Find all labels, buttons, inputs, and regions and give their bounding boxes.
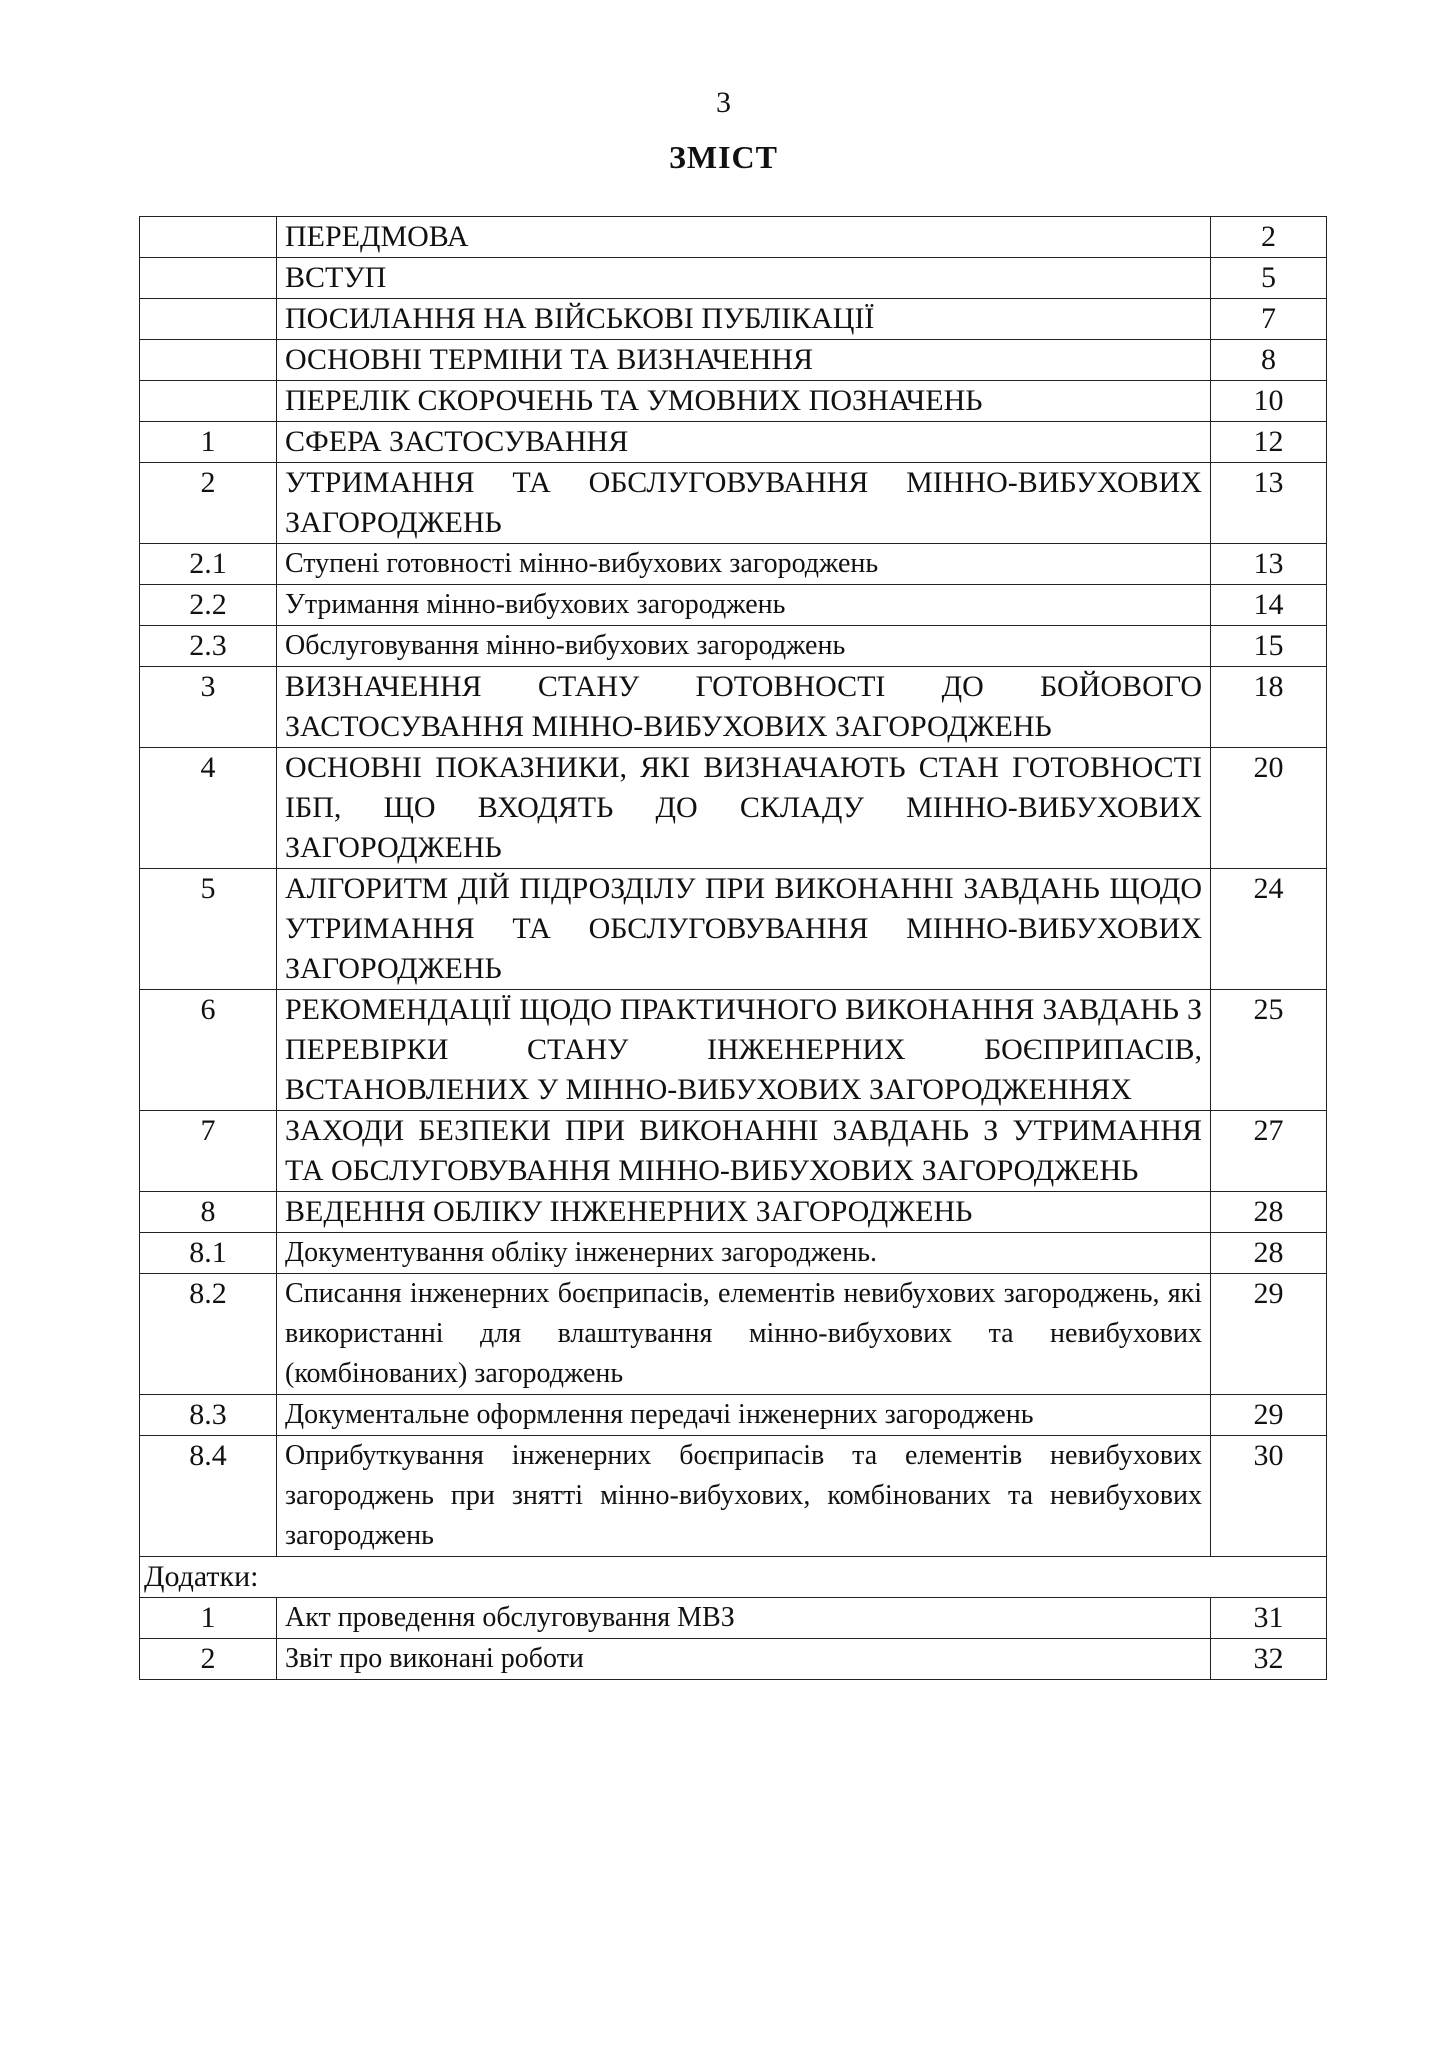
toc-row [140, 340, 1327, 381]
toc-section-title[interactable]: ПЕРЕДМОВА [277, 217, 1211, 258]
toc-page-number: 25 [1211, 990, 1327, 1111]
toc-page-number: 20 [1211, 748, 1327, 869]
toc-section-number [140, 340, 277, 381]
toc-row [140, 667, 1327, 748]
toc-row [140, 422, 1327, 463]
toc-page-number: 18 [1211, 667, 1327, 748]
toc-section-number: 7 [140, 1111, 277, 1192]
toc-row [140, 990, 1327, 1111]
toc-section-title[interactable]: АЛГОРИТМ ДІЙ ПІДРОЗДІЛУ ПРИ ВИКОНАННІ ЗАВДАНЬ ЩОДО УТРИМАННЯ ТА ОБСЛУГОВУВАННЯ МІННО-ВИБУХОВИХ ЗАГОРОДЖЕНЬ [277, 869, 1211, 990]
toc-section-title[interactable]: ОСНОВНІ ПОКАЗНИКИ, ЯКІ ВИЗНАЧАЮТЬ СТАН ГОТОВНОСТІ ІБП, ЩО ВХОДЯТЬ ДО СКЛАДУ МІННО-ВИБУХОВИХ ЗАГОРОДЖЕНЬ [277, 748, 1211, 869]
toc-title: ЗМІСТ [669, 139, 778, 175]
toc-row [140, 258, 1327, 299]
toc-section-title[interactable]: Обслуговування мінно-вибухових загороджень [277, 626, 1211, 667]
appendix-number: 1 [140, 1598, 277, 1639]
toc-section-number: 2.2 [140, 585, 277, 626]
toc-row [140, 1274, 1327, 1395]
toc-section-title[interactable]: Списання інженерних боєприпасів, елементів невибухових загороджень, які використанні для влаштування мінно-вибухових та невибухових (комбінованих) загороджень [277, 1274, 1211, 1395]
toc-table [139, 216, 1327, 1680]
toc-section-title[interactable]: Документування обліку інженерних загороджень. [277, 1233, 1211, 1274]
toc-row [140, 1395, 1327, 1436]
toc-page-number: 24 [1211, 869, 1327, 990]
toc-section-title[interactable]: ОСНОВНІ ТЕРМІНИ ТА ВИЗНАЧЕННЯ [277, 340, 1211, 381]
toc-row [140, 626, 1327, 667]
toc-section-number: 8.4 [140, 1436, 277, 1557]
toc-section-number: 4 [140, 748, 277, 869]
toc-page-number: 13 [1211, 544, 1327, 585]
toc-section-number: 2.3 [140, 626, 277, 667]
toc-page-number: 14 [1211, 585, 1327, 626]
toc-section-number: 6 [140, 990, 277, 1111]
toc-section-number: 8.1 [140, 1233, 277, 1274]
page-number: 3 [716, 86, 731, 119]
toc-section-number: 2.1 [140, 544, 277, 585]
toc-section-number: 8.2 [140, 1274, 277, 1395]
toc-section-title[interactable]: Утримання мінно-вибухових загороджень [277, 585, 1211, 626]
toc-section-number [140, 381, 277, 422]
toc-row [140, 544, 1327, 585]
toc-page-number: 7 [1211, 299, 1327, 340]
toc-page-number: 15 [1211, 626, 1327, 667]
toc-section-title[interactable]: ВИЗНАЧЕННЯ СТАНУ ГОТОВНОСТІ ДО БОЙОВОГО ЗАСТОСУВАННЯ МІННО-ВИБУХОВИХ ЗАГОРОДЖЕНЬ [277, 667, 1211, 748]
toc-row [140, 381, 1327, 422]
toc-page-number: 28 [1211, 1192, 1327, 1233]
toc-section-title[interactable]: ЗАХОДИ БЕЗПЕКИ ПРИ ВИКОНАННІ ЗАВДАНЬ З УТРИМАННЯ ТА ОБСЛУГОВУВАННЯ МІННО-ВИБУХОВИХ ЗАГОРОДЖЕНЬ [277, 1111, 1211, 1192]
toc-page-number: 28 [1211, 1233, 1327, 1274]
appendix-page-number: 32 [1211, 1639, 1327, 1680]
toc-page-number: 2 [1211, 217, 1327, 258]
toc-section-number: 5 [140, 869, 277, 990]
appendix-title[interactable]: Акт проведення обслуговування МВЗ [277, 1598, 1211, 1639]
toc-section-title[interactable]: СФЕРА ЗАСТОСУВАННЯ [277, 422, 1211, 463]
toc-row [140, 217, 1327, 258]
appendix-row [140, 1639, 1327, 1680]
toc-page-number: 13 [1211, 463, 1327, 544]
toc-section-title[interactable]: ВСТУП [277, 258, 1211, 299]
toc-section-title[interactable]: РЕКОМЕНДАЦІЇ ЩОДО ПРАКТИЧНОГО ВИКОНАННЯ ЗАВДАНЬ З ПЕРЕВІРКИ СТАНУ ІНЖЕНЕРНИХ БОЄПРИПАСІВ, ВСТАНОВЛЕНИХ У МІННО-ВИБУХОВИХ ЗАГОРОДЖЕННЯХ [277, 990, 1211, 1111]
toc-row [140, 1436, 1327, 1557]
toc-section-number: 8.3 [140, 1395, 277, 1436]
toc-section-number: 2 [140, 463, 277, 544]
toc-row [140, 1192, 1327, 1233]
toc-body [140, 217, 1327, 1680]
appendix-label: Додатки: [140, 1557, 1327, 1598]
toc-row [140, 748, 1327, 869]
toc-page-number: 27 [1211, 1111, 1327, 1192]
appendix-title[interactable]: Звіт про виконані роботи [277, 1639, 1211, 1680]
appendix-row [140, 1598, 1327, 1639]
toc-row [140, 585, 1327, 626]
appendix-page-number: 31 [1211, 1598, 1327, 1639]
toc-section-title[interactable]: ВЕДЕННЯ ОБЛІКУ ІНЖЕНЕРНИХ ЗАГОРОДЖЕНЬ [277, 1192, 1211, 1233]
toc-row [140, 1111, 1327, 1192]
toc-row [140, 463, 1327, 544]
toc-section-number: 8 [140, 1192, 277, 1233]
toc-row [140, 1233, 1327, 1274]
toc-section-number: 1 [140, 422, 277, 463]
toc-row [140, 869, 1327, 990]
toc-page-number: 29 [1211, 1395, 1327, 1436]
toc-page-number: 29 [1211, 1274, 1327, 1395]
toc-section-title[interactable]: Ступені готовності мінно-вибухових загороджень [277, 544, 1211, 585]
appendix-number: 2 [140, 1639, 277, 1680]
toc-section-title[interactable]: ПОСИЛАННЯ НА ВІЙСЬКОВІ ПУБЛІКАЦІЇ [277, 299, 1211, 340]
toc-section-number [140, 258, 277, 299]
toc-section-number: 3 [140, 667, 277, 748]
toc-section-title[interactable]: УТРИМАННЯ ТА ОБСЛУГОВУВАННЯ МІННО-ВИБУХОВИХ ЗАГОРОДЖЕНЬ [277, 463, 1211, 544]
toc-page-number: 8 [1211, 340, 1327, 381]
toc-section-title[interactable]: Оприбуткування інженерних боєприпасів та елементів невибухових загороджень при знятті мінно-вибухових, комбінованих та невибухових загороджень [277, 1436, 1211, 1557]
toc-section-title[interactable]: ПЕРЕЛІК СКОРОЧЕНЬ ТА УМОВНИХ ПОЗНАЧЕНЬ [277, 381, 1211, 422]
toc-row [140, 299, 1327, 340]
toc-page-number: 30 [1211, 1436, 1327, 1557]
appendix-header-row [140, 1557, 1327, 1598]
toc-section-number [140, 299, 277, 340]
toc-section-number [140, 217, 277, 258]
toc-page-number: 10 [1211, 381, 1327, 422]
toc-page-number: 12 [1211, 422, 1327, 463]
toc-page-number: 5 [1211, 258, 1327, 299]
toc-section-title[interactable]: Документальне оформлення передачі інженерних загороджень [277, 1395, 1211, 1436]
